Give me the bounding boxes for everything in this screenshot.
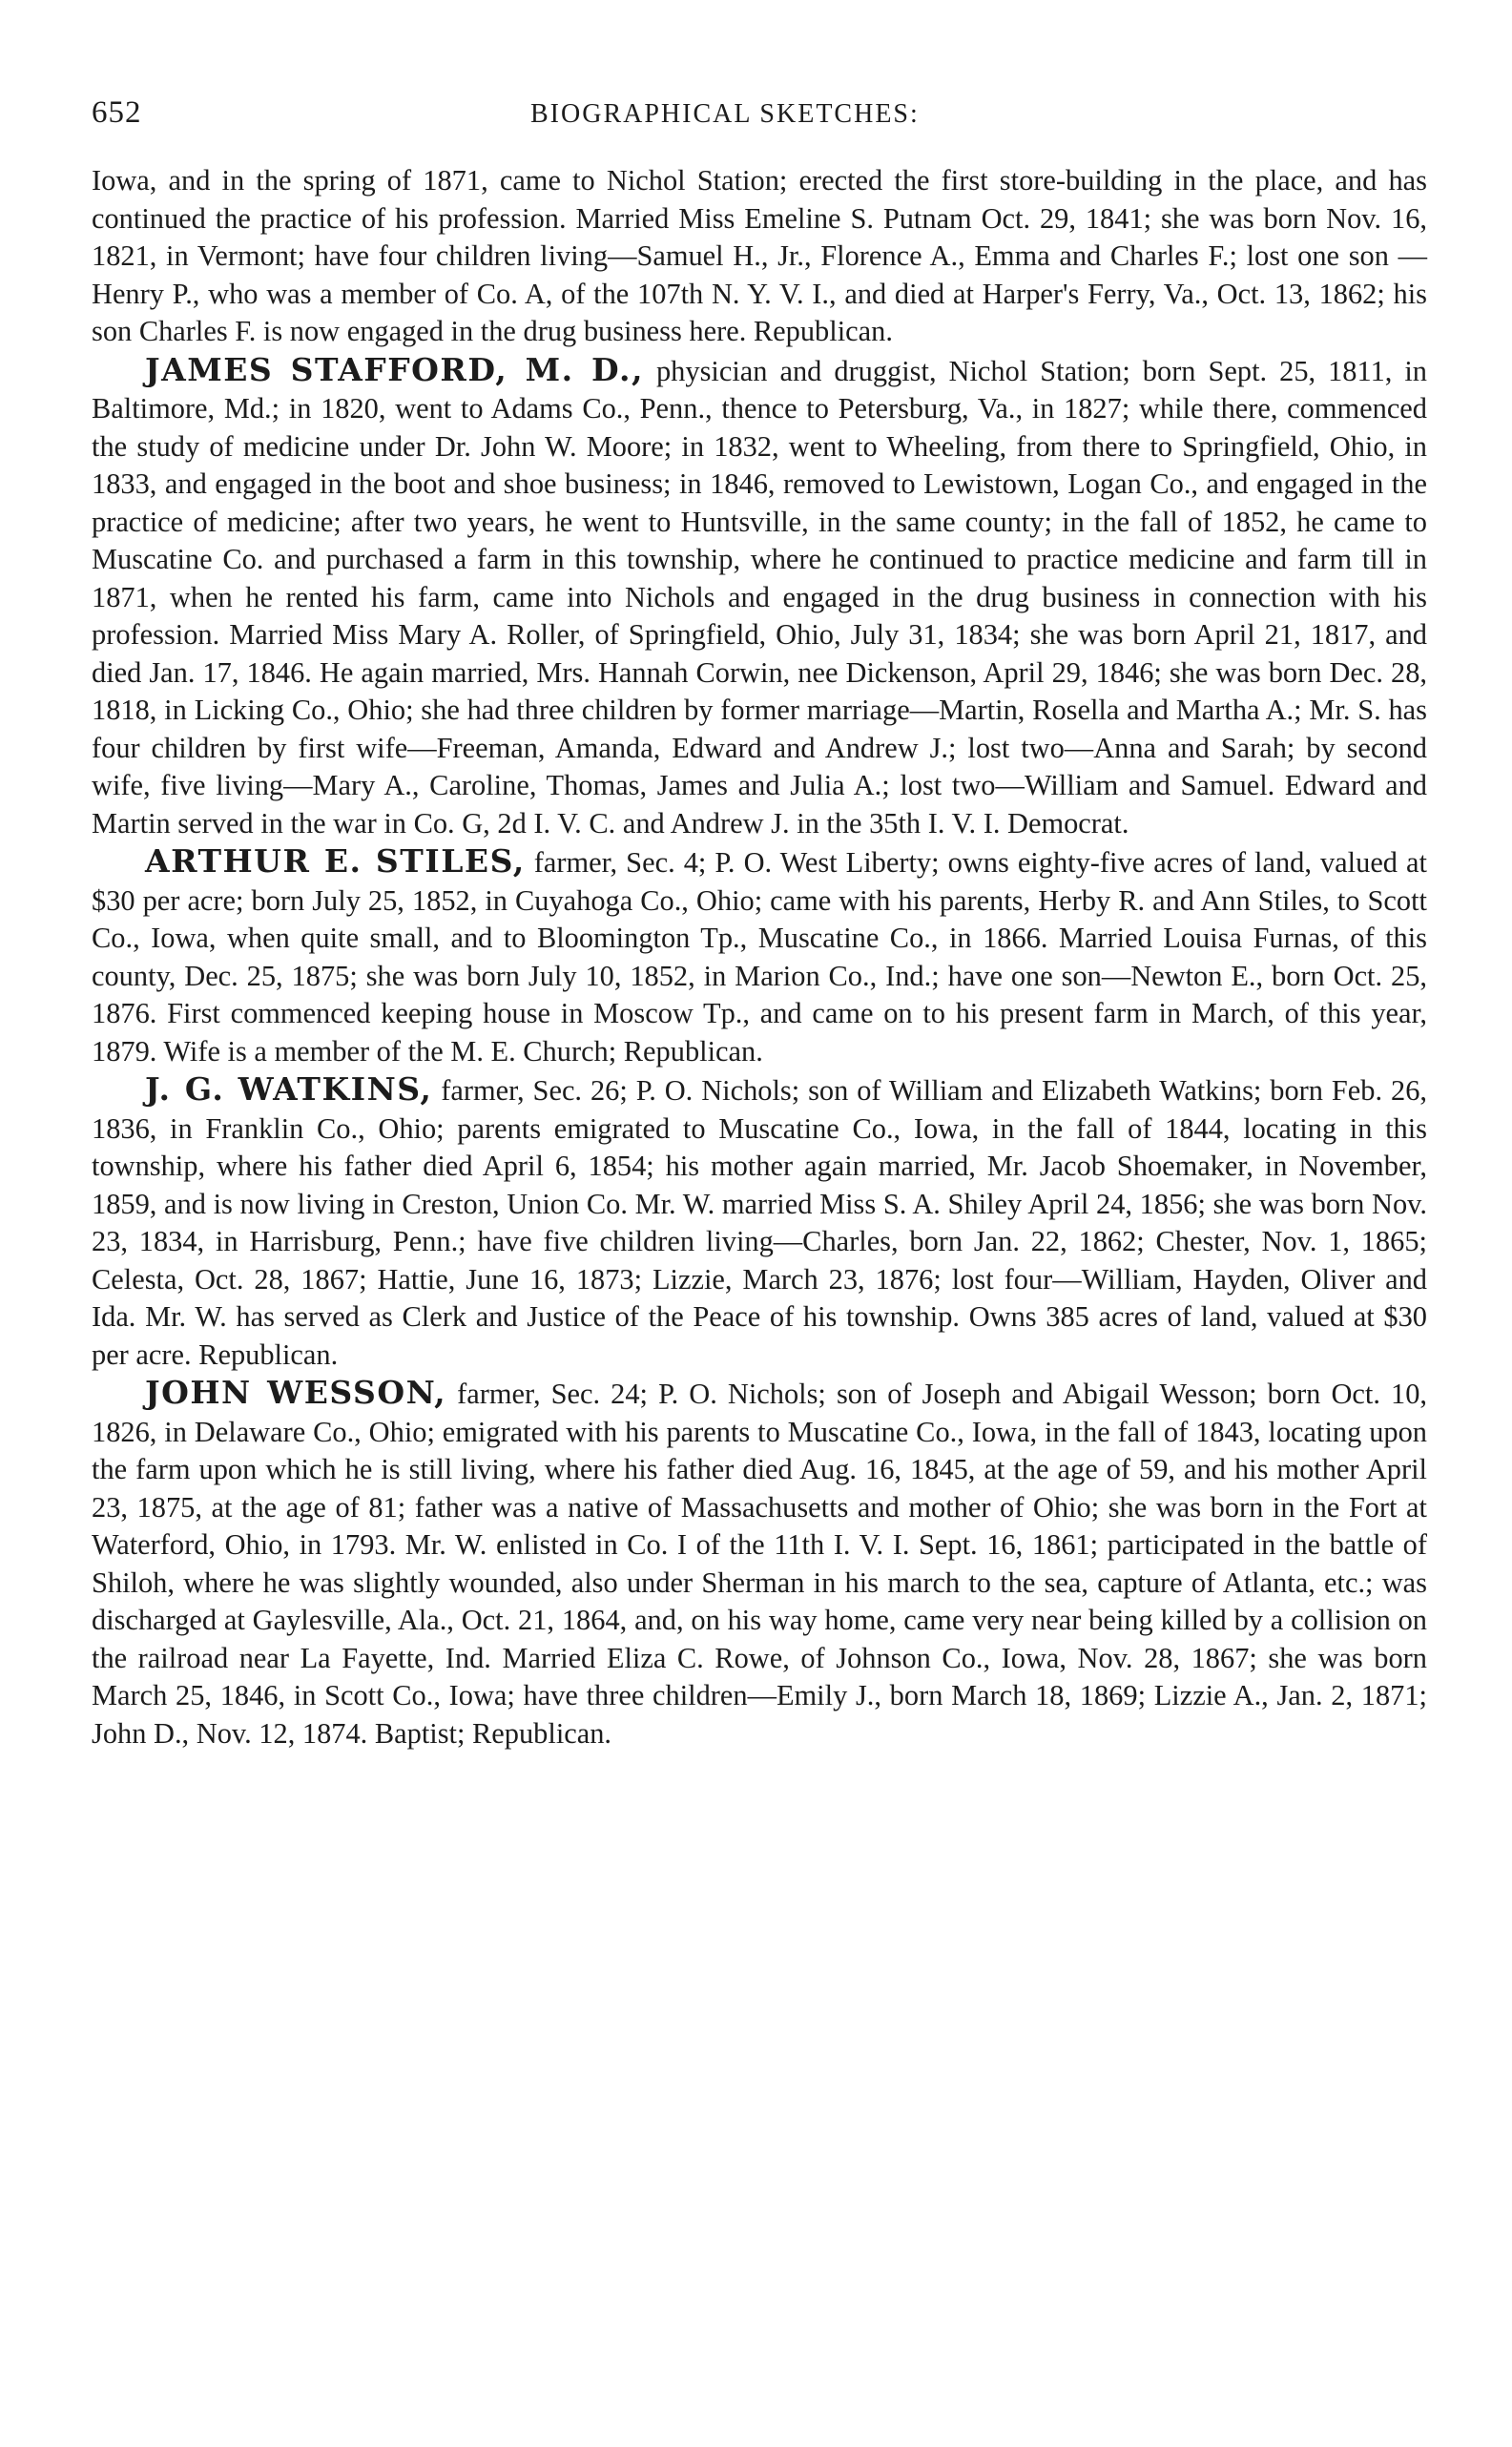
running-head: BIOGRAPHICAL SKETCHES: bbox=[530, 99, 920, 129]
sketches-text bbox=[92, 162, 1427, 1752]
book-page bbox=[92, 95, 1427, 1752]
sketch-entry-james-stafford bbox=[92, 351, 1427, 843]
sketch-name: ARTHUR E. STILES, bbox=[145, 842, 526, 880]
sketch-body: farmer, Sec. 4; P. O. West Liberty; owns eighty-five acres of land, valued at $30 per acre; born July 25, 1852, in Cuyahoga Co., Ohio; came with his parents, Herby R. and Ann Stiles, to Scott Co., Iowa, when quite small, and to Bloomington Tp., Muscatine Co., in 1866. Married Louisa Furnas, of this county, Dec. 25, 1875; she was born July 10, 1852, in Marion Co., Ind.; have one son—Newton E., born Oct. 25, 1876. First commenced keeping house in Moscow Tp., and came on to his present farm in March, of this year, 1879. Wife is a member of the M. E. Church; Republican. bbox=[92, 846, 1427, 1068]
sketch-entry-jg-watkins bbox=[92, 1070, 1427, 1374]
sketch-name: JOHN WESSON, bbox=[145, 1374, 447, 1411]
sketch-body: Iowa, and in the spring of 1871, came to Nichol Station; erected the first store-building in the place, and has continued the practice of his profession. Married Miss Emeline S. Putnam Oct. 29, 1841; she was born Nov. 16, 1821, in Vermont; have four children living—Samuel H., Jr., Florence A., Emma and Charles F.; lost one son —Henry P., who was a member of Co. A, of the 107th N. Y. V. I., and died at Harper's Ferry, Va., Oct. 13, 1862; his son Charles F. is now engaged in the drug business here. Republican. bbox=[92, 164, 1427, 347]
page-number: 652 bbox=[92, 95, 142, 130]
sketch-entry-john-wesson bbox=[92, 1374, 1427, 1752]
sketch-body: farmer, Sec. 24; P. O. Nichols; son of Joseph and Abigail Wesson; born Oct. 10, 1826, in Delaware Co., Ohio; emigrated with his parents to Muscatine Co., Iowa, in the fall of 1843, locating upon the farm upon which he is still living, where his father died Aug. 16, 1845, at the age of 59, and his mother April 23, 1875, at the age of 81; father was a native of Massachusetts and mother of Ohio; she was born in the Fort at Waterford, Ohio, in 1793. Mr. W. enlisted in Co. I of the 11th I. V. I. Sept. 16, 1861; participated in the battle of Shiloh, where he was slightly wounded, also under Sherman in his march to the sea, capture of Atlanta, etc.; was discharged at Gaylesville, Ala., Oct. 21, 1864, and, on his way home, came very near being killed by a collision on the railroad near La Fayette, Ind. Married Eliza C. Rowe, of Johnson Co., Iowa, Nov. 28, 1867; she was born March 25, 1846, in Scott Co., Iowa; have three children—Emily J., born March 18, 1869; Lizzie A., Jan. 2, 1871; John D., Nov. 12, 1874. Baptist; Republican. bbox=[92, 1378, 1427, 1750]
page-header bbox=[92, 95, 1427, 147]
sketch-body: farmer, Sec. 26; P. O. Nichols; son of William and Elizabeth Watkins; born Feb. 26, 1836, in Franklin Co., Ohio; parents emigrated to Muscatine Co., Iowa, in the fall of 1844, locating in this township, where his father died April 6, 1854; his mother again married, Mr. Jacob Shoemaker, in November, 1859, and is now living in Creston, Union Co. Mr. W. married Miss S. A. Shiley April 24, 1856; she was born Nov. 23, 1834, in Harrisburg, Penn.; have five children living—Charles, born Jan. 22, 1862; Chester, Nov. 1, 1865; Celesta, Oct. 28, 1867; Hattie, June 16, 1873; Lizzie, March 23, 1876; lost four—William, Hayden, Oliver and Ida. Mr. W. has served as Clerk and Justice of the Peace of his township. Owns 385 acres of land, valued at $30 per acre. Republican. bbox=[92, 1074, 1427, 1371]
sketch-body: physician and druggist, Nichol Station; born Sept. 25, 1811, in Baltimore, Md.; in 1820, went to Adams Co., Penn., thence to Petersburg, Va., in 1827; while there, commenced the study of medicine under Dr. John W. Moore; in 1832, went to Wheeling, from there to Springfield, Ohio, in 1833, and engaged in the boot and shoe business; in 1846, removed to Lewistown, Logan Co., and engaged in the practice of medicine; after two years, he went to Huntsville, in the same county; in the fall of 1852, he came to Muscatine Co. and purchased a farm in this township, where he continued to practice medicine and farm till in 1871, when he rented his farm, came into Nichols and engaged in the drug business in connection with his profession. Married Miss Mary A. Roller, of Springfield, Ohio, July 31, 1834; she was born April 21, 1817, and died Jan. 17, 1846. He again married, Mrs. Hannah Corwin, nee Dickenson, April 29, 1846; she was born Dec. 28, 1818, in Licking Co., Ohio; she had three children by former marriage—Martin, Rosella and Martha A.; Mr. S. has four children by first wife—Freeman, Amanda, Edward and Andrew J.; lost two—Anna and Sarah; by second wife, five living—Mary A., Caroline, Thomas, James and Julia A.; lost two—William and Samuel. Edward and Martin served in the war in Co. G, 2d I. V. C. and Andrew J. in the 35th I. V. I. Democrat. bbox=[92, 354, 1427, 840]
sketch-entry-arthur-stiles bbox=[92, 842, 1427, 1070]
sketch-name: J. G. WATKINS, bbox=[145, 1070, 433, 1108]
continued-sketch-paragraph bbox=[92, 162, 1427, 351]
sketch-name: JAMES STAFFORD, M. D., bbox=[145, 350, 644, 388]
